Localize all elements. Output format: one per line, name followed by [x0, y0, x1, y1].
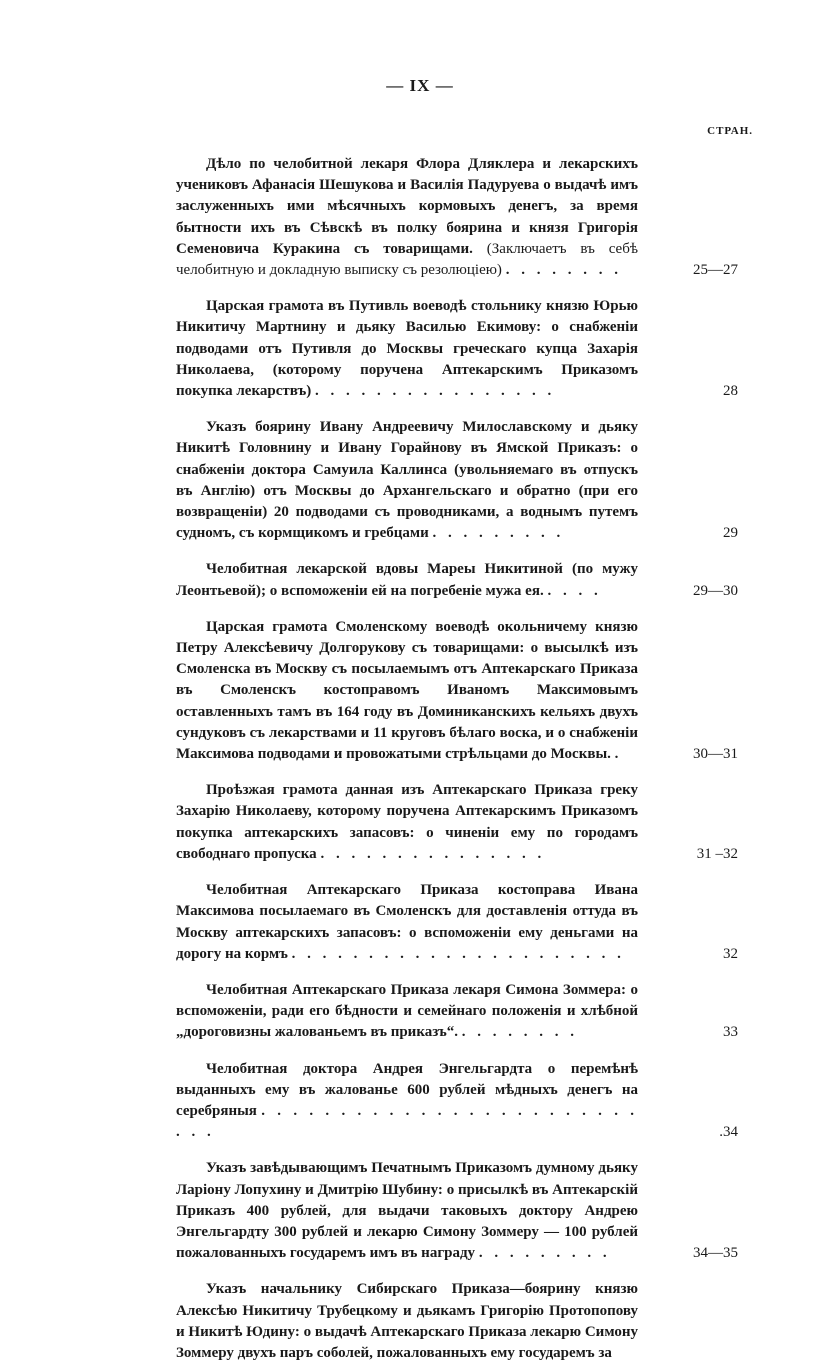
toc-entry: [176, 980, 738, 1044]
toc-entry: [176, 780, 738, 865]
toc-entry: [176, 617, 738, 765]
entry-pages: 29: [723, 525, 738, 542]
entry-pages: 30—31: [693, 746, 738, 763]
leader-dots: . . . . . . . . . . . . . . .: [320, 845, 546, 862]
entry-text: Челобитная доктора Андрея Энгельгардта о перемѣнѣ выданныхъ ему въ жалованье 600 рублей мѣдныхъ денегъ на серебряныя: [176, 1060, 638, 1119]
entry-pages: .34: [719, 1124, 738, 1141]
entry-pages: 34—35: [693, 1245, 738, 1262]
leader-dots: . . . . . . . . .: [478, 1245, 611, 1262]
toc-entry: [176, 1059, 738, 1144]
toc-entry: [176, 1279, 738, 1364]
entry-pages: 31 –32: [696, 845, 738, 862]
entry-pages: 32: [723, 945, 738, 962]
leader-dots: . . . . . . . . . . . . . . . . . . . . . . . . . . .: [176, 1102, 639, 1141]
toc-entry: [176, 296, 738, 402]
leader-dots: . . . . . . . .: [461, 1024, 578, 1041]
table-of-contents: [176, 139, 738, 1364]
entry-pages: 25—27: [693, 262, 738, 279]
entry-text: Указъ начальнику Сибирскаго Приказа—боярину князю Алексѣю Никитичу Трубецкому и дьякамъ Григорію Протопопову и Никитѣ Юдину: о выдачѣ Аптекарскаго Приказа лекарю Симону Зоммеру двухъ паръ соболей, пожалованныхъ ему государемъ за: [176, 1281, 638, 1361]
entry-text: Царская грамота Смоленскому воеводѣ окольничему князю Петру Алексѣевичу Долгорукову съ товарищами: о высылкѣ изъ Смоленска въ Москву съ посылаемымъ отъ Аптекарскаго Приказа въ Смоленскъ костоправомъ Иваномъ Максимовымъ оставленныхъ тамъ въ 164 году въ Доминиканскихъ кельяхъ двухъ сундуковъ съ лекарствами и 11 круговъ бѣлаго воска, и о снабженіи Максимова подводами и провожатыми стрѣльцами до Москвы.: [176, 618, 638, 763]
entry-text: Указъ завѣдывающимъ Печатнымъ Приказомъ думному дьяку Ларіону Лопухину и Дмитрію Шубину: о присылкѣ въ Аптекарскій Приказъ 400 рублей, для выдачи таковыхъ доктору Андрею Энгельгардту 300 рублей и лекарю Симону Зоммеру — 100 рублей пожалованныхъ государемъ имъ въ награду: [176, 1160, 638, 1262]
leader-dots: . . . . . . . . . . . . . . . . . . . . . .: [291, 945, 625, 962]
entry-text: Указъ боярину Ивану Андреевичу Милославскому и дьяку Никитѣ Головнину и Ивану Горайнову въ Ямской Приказъ: о снабженіи доктора Самуила Каллинса (увольняемаго въ отпускъ въ Англію) отъ Москвы до Архангельскаго и обратно (при его возвращеніи) 20 подводами съ проводниками, а воднымъ путемъ судномъ, съ кормщикомъ и гребцами: [176, 419, 638, 542]
toc-entry: [176, 417, 738, 544]
entry-pages: 33: [723, 1024, 738, 1041]
entry-text: Проѣзжая грамота данная изъ Аптекарскаго Приказа греку Захарію Николаеву, которому поручена Аптекарскимъ Приказомъ покупка аптекарскихъ запасовъ: о чиненіи ему по городамъ свободнаго пропуска: [176, 782, 638, 862]
entry-pages: 29—30: [693, 582, 738, 599]
page-number: — IX —: [386, 76, 454, 95]
entry-text: Челобитная лекарской вдовы Мареы Никитиной (по мужу Леонтьевой); о вспоможеніи ей на погребеніе мужа ея.: [176, 561, 638, 599]
leader-dots: . . . . . . . . . . . . . . . .: [314, 383, 556, 400]
entry-pages: 28: [723, 383, 738, 400]
entry-note: (Заключаетъ въ себѣ челобитную и докладную выписку съ резолюціею): [176, 240, 638, 279]
toc-entry: [176, 559, 738, 601]
toc-entry: [176, 1158, 738, 1264]
leader-dots: .: [614, 746, 623, 763]
toc-entry: [176, 880, 738, 965]
toc-entry: [176, 154, 738, 281]
entry-text: Челобитная Аптекарскаго Приказа лекаря Симона Зоммера: о вспоможеніи, ради его бѣдности и семейнаго положенія и хлѣбной „дороговизны жалованьемъ въ приказъ“.: [176, 981, 638, 1041]
entry-text: Дѣло по челобитной лекаря Флора Дляклера и лекарскихъ учениковъ Афанасія Шешукова и Василія Падуруева о выдачѣ имъ заслуженныхъ ими мѣсячныхъ кормовыхъ денегъ, за время бытности ихъ въ Сѣвскѣ въ полку боярина и князя Григорія Семеновича Куракина съ товарищами.: [176, 156, 638, 257]
column-label-pages: СТРАН.: [707, 125, 753, 137]
entry-text: Челобитная Аптекарскаго Приказа костоправа Ивана Максимова посылаемаго въ Смоленскъ для доставленія оттуда въ Москву аптекарскихъ запасовъ: о вспоможеніи ему деньгами на дорогу на кормъ: [176, 882, 638, 962]
leader-dots: . . . . . . . .: [505, 262, 622, 279]
leader-dots: . . . . . . . . .: [432, 525, 565, 542]
entry-text: Царская грамота въ Путивль воеводѣ стольнику князю Юрью Никитичу Мартнину и дьяку Василью Екимову: о снабженіи подводами отъ Путивля до Москвы греческаго купца Захарія Николаева, (которому поручена Аптекарскимъ Приказомъ покупка лекарствъ): [176, 298, 638, 400]
leader-dots: . . . .: [547, 582, 602, 599]
